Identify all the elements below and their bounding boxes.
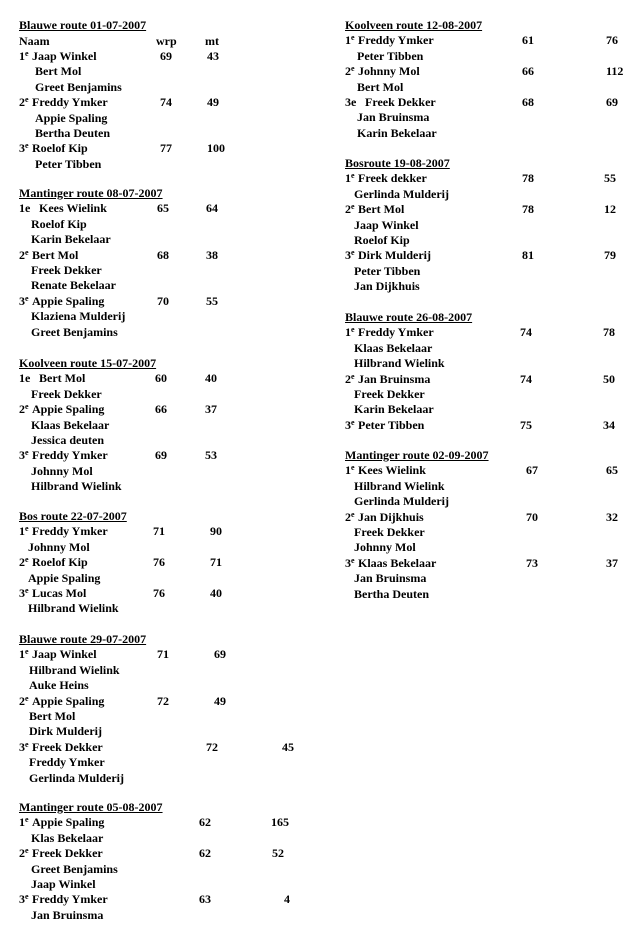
participant-name: Greet Benjamins <box>31 861 118 876</box>
score-mt: 100 <box>207 141 225 156</box>
participant-name: Johnny Mol <box>31 463 93 478</box>
score-wrp: 72 <box>206 739 218 754</box>
score-wrp: 62 <box>199 815 211 830</box>
participant-name: Dirk Mulderij <box>358 248 431 263</box>
place-marker <box>345 510 355 524</box>
score-wrp: 73 <box>526 555 538 570</box>
participant-name: Johnny Mol <box>358 64 420 79</box>
place-suffix: e <box>351 171 355 181</box>
participant-name: Jan Bruinsma <box>357 110 430 125</box>
score-mt: 69 <box>606 95 618 109</box>
participant-name: Klas Bekelaar <box>31 830 104 845</box>
participant-name: Bert Mol <box>35 64 82 79</box>
place-marker <box>19 586 29 600</box>
participant-name: Jaap Winkel <box>32 647 97 662</box>
participant-name: Appie Spaling <box>28 570 101 585</box>
participant-name: Bert Mol <box>358 202 405 217</box>
score-mt: 112 <box>606 64 624 79</box>
score-mt: 49 <box>214 693 226 708</box>
place-number: 3 <box>345 417 351 432</box>
place-number: 1 <box>19 815 25 830</box>
participant-name: Freddy Ymker <box>32 524 108 539</box>
place-marker <box>19 448 29 462</box>
participant-name: Jan Bruinsma <box>31 907 104 922</box>
score-mt: 79 <box>604 248 616 263</box>
participant-name: Karin Bekelaar <box>357 125 437 140</box>
place-suffix: e <box>25 815 29 825</box>
score-wrp: 66 <box>155 402 167 417</box>
participant-name: Greet Benjamins <box>35 79 122 94</box>
place-marker <box>345 463 355 477</box>
place-marker <box>19 694 29 708</box>
route-title: Blauwe route 01-07-2007 <box>19 18 147 32</box>
column-header-naam: Naam <box>19 34 50 48</box>
score-wrp: 76 <box>153 555 165 570</box>
place-marker <box>345 202 355 216</box>
place-number: 2 <box>19 402 25 417</box>
place-number: 3 <box>19 739 25 754</box>
participant-name: Hilbrand Wielink <box>28 601 119 616</box>
place-suffix: e <box>351 555 355 565</box>
score-mt: 4 <box>284 892 290 907</box>
score-wrp: 69 <box>155 448 167 463</box>
place-number: 1 <box>19 647 25 662</box>
place-number: 3 <box>19 141 25 156</box>
score-mt: 38 <box>206 247 218 262</box>
score-wrp: 69 <box>160 49 172 63</box>
participant-name: Freddy Ymker <box>32 95 108 110</box>
participant-name: Jaap Winkel <box>32 49 97 63</box>
place-marker <box>19 555 29 569</box>
participant-name: Freddy Ymker <box>358 33 434 48</box>
participant-name: Freddy Ymker <box>32 448 108 463</box>
place-marker <box>345 372 355 386</box>
place-suffix: e <box>351 248 355 258</box>
route-title: Blauwe route 26-08-2007 <box>345 310 473 324</box>
participant-name: Hilbrand Wielink <box>31 479 122 494</box>
participant-name: Jaap Winkel <box>31 877 96 891</box>
place-suffix: e <box>25 586 29 595</box>
participant-name: Gerlinda Mulderij <box>354 186 449 201</box>
score-wrp: 68 <box>157 247 169 262</box>
place-marker <box>19 248 29 262</box>
score-mt: 65 <box>606 463 618 478</box>
participant-name: Auke Heins <box>29 678 89 693</box>
participant-name: Bert Mol <box>32 247 79 262</box>
participant-name: Jan Bruinsma <box>358 371 431 386</box>
score-mt: 71 <box>210 555 222 570</box>
participant-name: Kees Wielink <box>39 201 107 216</box>
score-wrp: 65 <box>157 201 169 216</box>
place-suffix: e <box>351 64 355 74</box>
place-suffix: e <box>351 33 355 43</box>
score-wrp: 78 <box>522 202 534 217</box>
participant-name: Peter Tibben <box>358 417 425 432</box>
participant-name: Freek Dekker <box>365 95 436 109</box>
participant-name: Peter Tibben <box>354 263 421 278</box>
score-mt: 76 <box>606 33 618 48</box>
place-number: 1 <box>19 49 25 63</box>
place-number: 2 <box>345 371 351 386</box>
place-suffix: e <box>25 448 29 458</box>
place-marker <box>19 95 29 109</box>
score-mt: 53 <box>205 448 217 463</box>
column-header-wrp: wrp <box>156 34 177 48</box>
participant-name: Bert Mol <box>39 371 86 386</box>
route-title: Mantinger route 02-09-2007 <box>345 448 489 462</box>
participant-name: Bertha Deuten <box>35 126 110 140</box>
place-suffix: e <box>25 95 29 105</box>
place-number: 2 <box>19 247 25 262</box>
place-suffix: e <box>25 524 29 534</box>
place-number: 2 <box>345 202 351 217</box>
place-number: 1e <box>19 201 31 216</box>
participant-name: Freddy Ymker <box>32 892 108 907</box>
participant-name: Appie Spaling <box>32 293 105 308</box>
place-suffix: e <box>25 402 29 412</box>
participant-name: Bert Mol <box>29 709 76 723</box>
route-title: Mantinger route 05-08-2007 <box>19 800 163 814</box>
place-marker <box>345 248 355 262</box>
participant-name: Johnny Mol <box>28 539 90 554</box>
participant-name: Freek Dekker <box>32 846 103 861</box>
participant-name: Greet Benjamins <box>31 324 118 339</box>
score-wrp: 74 <box>160 95 172 110</box>
place-number: 1 <box>345 325 351 340</box>
route-title: Bos route 22-07-2007 <box>19 509 127 523</box>
place-suffix: e <box>351 463 355 473</box>
score-mt: 37 <box>606 555 618 570</box>
participant-name: Freek Dekker <box>31 386 102 401</box>
participant-name: Klaas Bekelaar <box>358 555 437 570</box>
participant-name: Karin Bekelaar <box>31 232 111 247</box>
score-wrp: 60 <box>155 371 167 386</box>
place-marker <box>19 402 29 416</box>
score-mt: 34 <box>603 417 615 432</box>
place-suffix: e <box>25 693 29 703</box>
place-marker <box>19 647 29 661</box>
score-wrp: 72 <box>157 693 169 708</box>
participant-name: Johnny Mol <box>354 540 416 555</box>
place-suffix: e <box>351 202 355 212</box>
score-wrp: 74 <box>520 325 532 340</box>
place-marker <box>19 141 29 155</box>
participant-name: Freek Dekker <box>31 263 102 277</box>
place-suffix: e <box>25 247 29 257</box>
score-wrp: 71 <box>157 647 169 662</box>
participant-name: Lucas Mol <box>32 586 87 600</box>
place-number: 1 <box>345 33 351 48</box>
participant-name: Appie Spaling <box>32 815 105 830</box>
participant-name: Appie Spaling <box>35 110 108 125</box>
score-wrp: 78 <box>522 171 534 186</box>
score-mt: 12 <box>604 202 616 217</box>
score-mt: 50 <box>603 371 615 386</box>
place-number: 3 <box>19 293 25 308</box>
score-mt: 69 <box>214 647 226 662</box>
place-suffix: e <box>351 417 355 427</box>
participant-name: Hilbrand Wielink <box>354 356 445 371</box>
place-number: 1e <box>19 371 31 386</box>
place-marker <box>19 201 30 215</box>
participant-name: Bert Mol <box>357 79 404 94</box>
place-marker <box>345 325 355 339</box>
participant-name: Appie Spaling <box>32 402 105 417</box>
place-number: 3 <box>345 555 351 570</box>
score-mt: 52 <box>272 846 284 861</box>
place-marker <box>345 556 355 570</box>
place-suffix: e <box>25 49 29 58</box>
score-mt: 43 <box>207 49 219 63</box>
place-marker <box>19 524 29 538</box>
participant-name: Bertha Deuten <box>354 586 429 601</box>
participant-name: Hilbrand Wielink <box>354 478 445 493</box>
participant-name: Roelof Kip <box>32 141 88 156</box>
participant-name: Dirk Mulderij <box>29 724 102 739</box>
route-title: Koolveen route 12-08-2007 <box>345 18 483 32</box>
score-mt: 55 <box>604 171 616 186</box>
place-marker <box>19 815 29 829</box>
participant-name: Karin Bekelaar <box>354 402 434 417</box>
participant-name: Renate Bekelaar <box>31 278 116 293</box>
participant-name: Freek dekker <box>358 171 427 186</box>
place-number: 1 <box>19 524 25 539</box>
place-marker <box>345 64 355 78</box>
place-suffix: e <box>25 892 29 902</box>
place-number: 2 <box>19 693 25 708</box>
score-wrp: 75 <box>520 417 532 432</box>
score-mt: 78 <box>603 325 615 340</box>
place-number: 2 <box>345 509 351 524</box>
place-number: 3 <box>19 892 25 907</box>
place-number: 2 <box>345 64 351 79</box>
place-marker <box>19 49 29 63</box>
participant-name: Jessica deuten <box>31 433 104 447</box>
participant-name: Klaziena Mulderij <box>31 309 126 324</box>
place-number: 2 <box>19 95 25 110</box>
score-mt: 40 <box>205 371 217 386</box>
place-number: 3 <box>19 448 25 463</box>
participant-name: Freddy Ymker <box>358 325 434 340</box>
place-number: 3 <box>345 248 351 263</box>
place-marker <box>345 418 355 432</box>
score-wrp: 68 <box>522 95 534 109</box>
participant-name: Peter Tibben <box>357 48 424 63</box>
place-marker <box>19 294 29 308</box>
participant-name: Jan Dijkhuis <box>354 279 420 294</box>
place-number: 2 <box>19 846 25 861</box>
route-title: Bosroute 19-08-2007 <box>345 156 450 170</box>
place-suffix: e <box>25 846 29 856</box>
score-wrp: 66 <box>522 64 534 79</box>
participant-name: Roelof Kip <box>31 216 87 231</box>
score-mt: 45 <box>282 739 294 754</box>
place-marker <box>19 892 29 906</box>
score-mt: 64 <box>206 201 218 216</box>
place-marker <box>19 371 30 385</box>
route-title: Koolveen route 15-07-2007 <box>19 356 157 370</box>
score-wrp: 70 <box>526 509 538 524</box>
participant-name: Gerlinda Mulderij <box>354 494 449 509</box>
place-suffix: e <box>351 509 355 519</box>
place-number: 1 <box>345 463 351 478</box>
participant-name: Hilbrand Wielink <box>29 662 120 677</box>
score-mt: 37 <box>205 402 217 417</box>
participant-name: Freek Dekker <box>354 525 425 539</box>
place-marker <box>19 740 29 754</box>
place-suffix: e <box>351 325 355 335</box>
place-marker <box>345 95 356 109</box>
participant-name: Peter Tibben <box>35 156 102 171</box>
place-number: 3 <box>19 586 25 600</box>
score-wrp: 63 <box>199 892 211 907</box>
participant-name: Gerlinda Mulderij <box>29 770 124 785</box>
place-number: 1 <box>345 171 351 186</box>
place-number: 3e <box>345 95 357 109</box>
score-mt: 40 <box>210 586 222 600</box>
score-wrp: 71 <box>153 524 165 539</box>
route-title: Blauwe route 29-07-2007 <box>19 632 147 646</box>
participant-name: Freddy Ymker <box>29 755 105 770</box>
participant-name: Jan Bruinsma <box>354 571 427 586</box>
place-marker <box>345 171 355 185</box>
score-wrp: 76 <box>153 586 165 600</box>
score-mt: 49 <box>207 95 219 110</box>
score-wrp: 77 <box>160 141 172 156</box>
score-mt: 165 <box>271 815 289 830</box>
place-suffix: e <box>25 141 29 151</box>
participant-name: Roelof Kip <box>32 555 88 570</box>
participant-name: Jaap Winkel <box>354 217 419 232</box>
place-marker <box>345 33 355 47</box>
participant-name: Klaas Bekelaar <box>31 417 110 432</box>
score-wrp: 81 <box>522 248 534 263</box>
score-mt: 55 <box>206 293 218 308</box>
place-suffix: e <box>25 555 29 565</box>
route-title: Mantinger route 08-07-2007 <box>19 186 163 200</box>
participant-name: Roelof Kip <box>354 233 410 247</box>
score-wrp: 74 <box>520 371 532 386</box>
score-mt: 32 <box>606 509 618 524</box>
place-number: 2 <box>19 555 25 570</box>
participant-name: Freek Dekker <box>354 387 425 401</box>
score-wrp: 61 <box>522 33 534 48</box>
score-mt: 90 <box>210 524 222 539</box>
place-suffix: e <box>25 647 29 657</box>
participant-name: Klaas Bekelaar <box>354 340 433 355</box>
score-wrp: 62 <box>199 846 211 861</box>
participant-name: Jan Dijkhuis <box>358 509 424 524</box>
participant-name: Appie Spaling <box>32 693 105 708</box>
participant-name: Kees Wielink <box>358 463 426 478</box>
score-wrp: 67 <box>526 463 538 478</box>
place-suffix: e <box>25 293 29 303</box>
place-suffix: e <box>25 739 29 749</box>
score-wrp: 70 <box>157 293 169 308</box>
column-header-mt: mt <box>205 34 219 48</box>
place-marker <box>19 846 29 860</box>
place-suffix: e <box>351 371 355 381</box>
participant-name: Freek Dekker <box>32 739 103 754</box>
